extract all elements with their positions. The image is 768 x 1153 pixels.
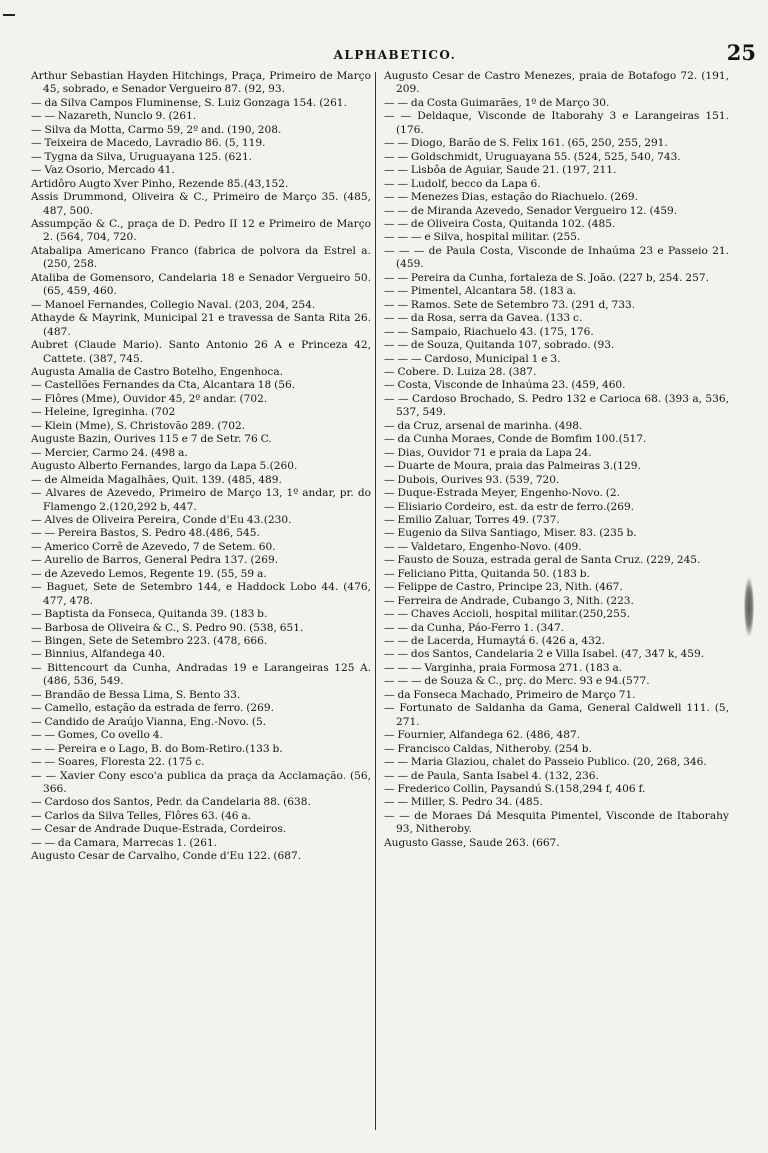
directory-entry: — Cardoso dos Santos, Pedr. da Candelaria 88. (638. bbox=[31, 796, 311, 809]
directory-entry: — de Almeida Magalhães, Quit. 139. (485, 489. bbox=[31, 473, 282, 486]
directory-entry: — — — Varginha, praia Formosa 271. (183 a. bbox=[384, 661, 623, 674]
directory-entry: Augusto Cesar de Carvalho, Conde d'Eu 122. (687. bbox=[31, 850, 302, 863]
directory-entry: — Carlos da Silva Telles, Flôres 63. (46 a. bbox=[31, 809, 252, 822]
directory-entry: — Dubois, Ourives 93. (539, 720. bbox=[384, 473, 560, 486]
right-column bbox=[384, 70, 729, 850]
directory-entry: — Barbosa de Oliveira & C., S. Pedro 90. (538, 651. bbox=[31, 621, 304, 634]
ink-smudge bbox=[744, 578, 754, 636]
directory-entry: — — Maria Glaziou, chalet do Passeio Publico. (20, 268, 346. bbox=[384, 756, 707, 769]
directory-entry: Artidôro Augto Xver Pinho, Rezende 85.(43,152. bbox=[31, 177, 289, 190]
directory-entry: — Binnius, Alfandega 40. bbox=[31, 648, 166, 661]
directory-entry: — Dias, Ouvidor 71 e praia da Lapa 24. bbox=[384, 446, 592, 459]
directory-entry: — Alvares de Azevedo, Primeiro de Março 13, 1º andar, pr. do Flamengo 2.(120,292 b, 447. bbox=[31, 487, 371, 513]
page-title: ALPHABETICO. bbox=[333, 48, 457, 62]
directory-entry: — Baptista da Fonseca, Quitanda 39. (183 b. bbox=[31, 608, 268, 621]
directory-entry: — — — Cardoso, Municipal 1 e 3. bbox=[384, 352, 561, 365]
directory-entry: — — de Moraes Dá Mesquita Pimentel, Visconde de Itaborahy 93, Nitheroby. bbox=[384, 809, 729, 836]
directory-entry: — de Azevedo Lemos, Regente 19. (55, 59 a. bbox=[31, 567, 267, 580]
directory-entry: — Teixeira de Macedo, Lavradio 86. (5, 119. bbox=[31, 137, 266, 150]
directory-entry: — Bingen, Sete de Setembro 223. (478, 666. bbox=[31, 635, 268, 648]
column-divider bbox=[375, 72, 376, 1130]
directory-entry: Augusto Gasse, Saude 263. (667. bbox=[384, 836, 560, 849]
directory-entry: — Cobere. D. Luiza 28. (387. bbox=[384, 365, 537, 378]
directory-entry: Athayde & Mayrink, Municipal 21 e travessa de Santa Rita 26. (487. bbox=[31, 312, 371, 338]
directory-entry: — da Cruz, arsenal de marinha. (498. bbox=[384, 419, 583, 432]
directory-entry: Auguste Bazin, Ourives 115 e 7 de Setr. 76 C. bbox=[31, 433, 272, 446]
directory-entry: — Brandão de Bessa Lima, S. Bento 33. bbox=[31, 688, 241, 701]
directory-entry: — — Deldaque, Visconde de Itaborahy 3 e Larangeiras 151. (176. bbox=[384, 110, 729, 136]
left-column bbox=[31, 70, 371, 864]
directory-entry: — — da Camara, Marrecas 1. (261. bbox=[31, 836, 218, 849]
directory-entry: — — Sampaio, Riachuelo 43. (175, 176. bbox=[384, 325, 594, 338]
directory-entry: Augusta Amalia de Castro Botelho, Engenhoca. bbox=[31, 365, 284, 378]
directory-entry: — Costa, Visconde de Inhaúma 23. (459, 460. bbox=[384, 379, 626, 392]
directory-entry: — Camello, estação da estrada de ferro. (269. bbox=[31, 702, 275, 715]
directory-entry: — da Silva Campos Fluminense, S. Luiz Gonzaga 154. (261. bbox=[31, 96, 347, 109]
directory-entry: — — Valdetaro, Engenho-Novo. (409. bbox=[384, 540, 582, 553]
directory-entry: — Frederico Collin, Paysandú S.(158,294 f, 406 f. bbox=[384, 783, 646, 796]
directory-entry: Augusto Cesar de Castro Menezes, praia de Botafogo 72. (191, 209. bbox=[384, 70, 729, 96]
directory-entry: — Feliciano Pitta, Quitanda 50. (183 b. bbox=[384, 567, 590, 580]
directory-entry: Assis Drummond, Oliveira & C., Primeiro de Março 35. (485, 487, 500. bbox=[31, 191, 371, 217]
directory-entry: — — Xavier Cony esco'a publica da praça da Acclamação. (56, 366. bbox=[31, 769, 371, 796]
directory-entry: — Felippe de Castro, Principe 23, Nith. (467. bbox=[384, 581, 623, 594]
directory-entry: — — Pereira e o Lago, B. do Bom-Retiro.(133 b. bbox=[31, 742, 283, 755]
directory-entry: — Klein (Mme), S. Christovão 289. (702. bbox=[31, 419, 246, 432]
directory-entry: — Fortunato de Saldanha da Gama, General Caldwell 111. (5, 271. bbox=[384, 702, 729, 728]
directory-entry: — — de Souza, Quitanda 107, sobrado. (93. bbox=[384, 339, 615, 352]
directory-entry: — — Soares, Floresta 22. (175 c. bbox=[31, 756, 205, 769]
directory-entry: — Emilio Zaluar, Torres 49. (737. bbox=[384, 513, 560, 526]
directory-entry: — — dos Santos, Candelaria 2 e Villa Isabel. (47, 347 k, 459. bbox=[384, 648, 705, 661]
directory-entry: — Duarte de Moura, praia das Palmeiras 3.(129. bbox=[384, 460, 641, 473]
directory-entry: — — — de Paula Costa, Visconde de Inhaúma 23 e Passeio 21. (459. bbox=[384, 244, 729, 271]
directory-entry: — — Miller, S. Pedro 34. (485. bbox=[384, 796, 543, 809]
directory-entry: Assumpção & C., praça de D. Pedro II 12 e Primeiro de Março 2. (564, 704, 720. bbox=[31, 217, 371, 244]
directory-entry: — Americo Corrê de Azevedo, 7 de Setem. 60. bbox=[31, 540, 276, 553]
directory-entry: — — Pereira da Cunha, fortaleza de S. João. (227 b, 254. 257. bbox=[384, 271, 709, 284]
directory-entry: — Candido de Araújo Vianna, Eng.-Novo. (5. bbox=[31, 715, 267, 728]
directory-entry: — Tygna da Silva, Uruguayana 125. (621. bbox=[31, 150, 253, 163]
directory-entry: — — Chaves Accioli, hospital militar.(250,255. bbox=[384, 608, 631, 621]
directory-entry: — — Pimentel, Alcantara 58. (183 a. bbox=[384, 285, 577, 298]
directory-entry: — — Cardoso Brochado, S. Pedro 132 e Carioca 68. (393 a, 536, 537, 549. bbox=[384, 392, 729, 419]
directory-entry: — Aurelio de Barros, General Pedra 137. (269. bbox=[31, 554, 279, 567]
directory-entry: — da Cunha Moraes, Conde de Bomfim 100.(517. bbox=[384, 433, 647, 446]
directory-entry: — Fournier, Alfandega 62. (486, 487. bbox=[384, 729, 581, 742]
directory-entry: — — Diogo, Barão de S. Felix 161. (65, 250, 255, 291. bbox=[384, 137, 668, 150]
directory-entry: — — — e Silva, hospital militar. (255. bbox=[384, 231, 581, 244]
directory-entry: — Bittencourt da Cunha, Andradas 19 e Larangeiras 125 A. (486, 536, 549. bbox=[31, 661, 371, 688]
directory-entry: — Elisiario Cordeiro, est. da estr de ferro.(269. bbox=[384, 500, 635, 513]
directory-entry: — Manoel Fernandes, Collegio Naval. (203, 204, 254. bbox=[31, 298, 316, 311]
corner-mark bbox=[3, 14, 15, 16]
directory-entry: — — Lisbôa de Aguiar, Saude 21. (197, 211. bbox=[384, 164, 617, 177]
page-header bbox=[30, 42, 760, 70]
directory-entry: — — Goldschmidt, Uruguayana 55. (524, 525, 540, 743. bbox=[384, 150, 681, 163]
directory-entry: — Eugenio da Silva Santiago, Miser. 83. (235 b. bbox=[384, 527, 637, 540]
directory-entry: — da Fonseca Machado, Primeiro de Março 71. bbox=[384, 688, 636, 701]
directory-entry: — Mercier, Carmo 24. (498 a. bbox=[31, 446, 188, 459]
directory-entry: — Francisco Caldas, Nitheroby. (254 b. bbox=[384, 742, 592, 755]
directory-entry: — — da Cunha, Páo-Ferro 1. (347. bbox=[384, 621, 565, 634]
directory-entry: — Duque-Estrada Meyer, Engenho-Novo. (2. bbox=[384, 487, 621, 500]
directory-entry: — — de Paula, Santa Isabel 4. (132, 236. bbox=[384, 769, 599, 782]
directory-entry: Aubret (Claude Mario). Santo Antonio 26 A e Princeza 42, Cattete. (387, 745. bbox=[31, 339, 371, 365]
directory-entry: — — Nazareth, Nunclo 9. (261. bbox=[31, 110, 197, 123]
directory-entry: — — — de Souza & C., prç. do Merc. 93 e 94.(577. bbox=[384, 675, 650, 688]
directory-entry: — Silva da Motta, Carmo 59, 2º and. (190, 208. bbox=[31, 123, 282, 136]
directory-entry: Ataliba de Gomensoro, Candelaria 18 e Senador Vergueiro 50. (65, 459, 460. bbox=[31, 271, 371, 298]
directory-entry: — — Ramos. Sete de Setembro 73. (291 d, 733. bbox=[384, 298, 636, 311]
directory-entry: Augusto Alberto Fernandes, largo da Lapa 5.(260. bbox=[31, 460, 298, 473]
directory-entry: — — de Lacerda, Humaytá 6. (426 a, 432. bbox=[384, 635, 605, 648]
directory-entry: Atabalipa Americano Franco (fabrica de polvora da Estrel a. (250, 258. bbox=[31, 244, 371, 271]
directory-entry: — Castellões Fernandes da Cta, Alcantara 18 (56. bbox=[31, 379, 296, 392]
directory-entry: — — Gomes, Co ovello 4. bbox=[31, 729, 163, 742]
page-number: 25 bbox=[726, 40, 756, 65]
directory-entry: — Vaz Osorio, Mercado 41. bbox=[31, 164, 175, 177]
directory-entry: Arthur Sebastian Hayden Hitchings, Praça, Primeiro de Março 45, sobrado, e Senador Vergueiro 87. (92, 93. bbox=[31, 70, 371, 96]
directory-entry: — — Pereira Bastos, S. Pedro 48.(486, 545. bbox=[31, 527, 260, 540]
directory-entry: — Alves de Oliveira Pereira, Conde d'Eu 43.(230. bbox=[31, 513, 292, 526]
directory-entry: — Fausto de Souza, estrada geral de Santa Cruz. (229, 245. bbox=[384, 554, 701, 567]
directory-entry: — Baguet, Sete de Setembro 144, e Haddock Lobo 44. (476, 477, 478. bbox=[31, 581, 371, 607]
directory-entry: — — da Costa Guimarães, 1º de Março 30. bbox=[384, 96, 610, 109]
directory-entry: — Flôres (Mme), Ouvidor 45, 2º andar. (702. bbox=[31, 392, 268, 405]
directory-entry: — — da Rosa, serra da Gavea. (133 c. bbox=[384, 312, 583, 325]
directory-entry: — Ferreira de Andrade, Cubango 3, Nith. (223. bbox=[384, 594, 634, 607]
directory-entry: — — de Miranda Azevedo, Senador Vergueiro 12. (459. bbox=[384, 204, 678, 217]
directory-entry: — — Ludolf, becco da Lapa 6. bbox=[384, 177, 541, 190]
directory-entry: — Heleine, Igreginha. (702 bbox=[31, 406, 176, 419]
directory-entry: — — de Oliveira Costa, Quitanda 102. (485. bbox=[384, 217, 616, 230]
directory-entry: — Cesar de Andrade Duque-Estrada, Cordeiros. bbox=[31, 823, 287, 836]
directory-entry: — — Menezes Dias, estação do Riachuelo. (269. bbox=[384, 191, 639, 204]
